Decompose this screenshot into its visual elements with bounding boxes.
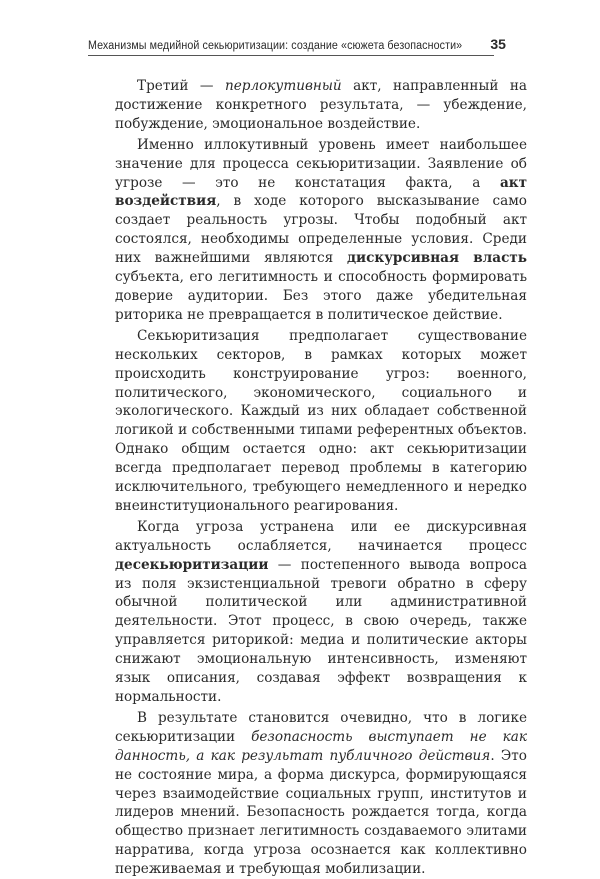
term-desecuritization: десекьюритизации [115, 556, 269, 573]
body-text [115, 77, 527, 879]
paragraph-5: В результате становится очевидно, что в логике секьюритизации безопасность выступает не как данность, а как результат публичного действия. Это не состояние мира, а форма дискурса, формирующаяся через взаимодействие социальных групп, институтов и лидеров мнений. Безопасность рождается тогда, когда общество признает легитимность создаваемого элитами нарратива, когда угроза осознается как коллективно переживаемая и требующая мобилизации. [115, 709, 527, 878]
term-discursive-power: дискурсивная власть [346, 250, 528, 267]
paragraph-1: Третий — перлокутивный акт, направленный на достижение конкретного результата, — убеждение, побуждение, эмоциональное воздействие. [115, 78, 527, 132]
term-act-of-influence: акт воздействия [115, 174, 527, 210]
running-title: Механизмы медийной секьюритизации: создание «сюжета безопасности» [88, 40, 463, 52]
running-header [88, 30, 506, 56]
paragraph-2: Именно иллокутивный уровень имеет наибольшее значение для процесса секьюритизации. Заявление об угрозе — это не констатация факта, а акт воздействия, в ходе которого высказывание само создает реальность угрозы. Чтобы подобный акт состоялся, необходимы определенные условия. Среди них важнейшими являются дискурсивная власть субъекта, его легитимность и способность формировать доверие аудитории. Без этого даже убедительная риторика не превращается в политическое действие. [115, 136, 528, 323]
page-number: 35 [490, 36, 506, 52]
term-security-as-public-action: безопасность выступает не как данность, а как результат публичного действия [115, 728, 527, 764]
paragraph-4: Когда угроза устранена или ее дискурсивная актуальность ослабляется, начинается процесс десекьюритизации — постепенного вывода вопроса из поля экзистенциальной тревоги обратно в сферу обычной политической или административной деятельности. Этот процесс, в свою очередь, также управляется риторикой: медиа и политические акторы снижают эмоциональную интенсивность, изменяют язык описания, создавая эффект возвращения к нормальности. [115, 518, 527, 705]
paragraph-3: Секьюритизация предполагает существование нескольких секторов, в рамках которых может происходить конструирование угроз: военного, политического, экономического, социального и экологического. Каждый из них обладает собственной логикой и собственными типами референтных объектов. Однако общим остается одно: акт секьюритизации всегда предполагает перевод проблемы в категорию исключительного, требующего немедленного и нередко внеинституционального реагирования. [115, 327, 527, 514]
term-perlocutionary: перлокутивный [224, 78, 342, 94]
